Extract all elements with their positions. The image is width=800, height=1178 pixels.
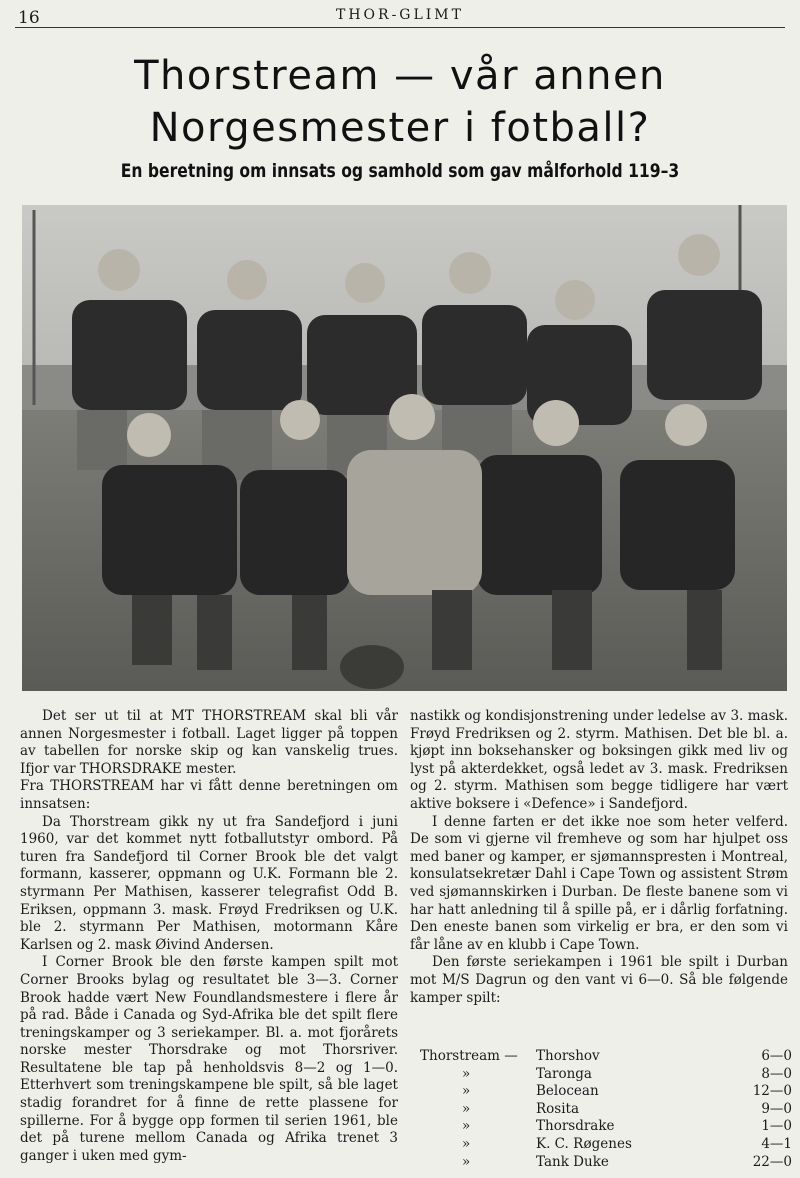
article-title [0, 50, 800, 154]
results-table [420, 1048, 792, 1171]
text-column-1 [20, 708, 398, 1165]
result-home: » [462, 1118, 471, 1135]
result-score: 9—0 [761, 1100, 792, 1117]
result-score: 8—0 [761, 1065, 792, 1082]
result-score: 12—0 [752, 1083, 792, 1100]
result-row [420, 1083, 792, 1101]
result-row [420, 1101, 792, 1119]
page-number: 16 [18, 8, 40, 28]
result-home: » [462, 1135, 471, 1152]
result-row [420, 1048, 792, 1066]
result-opponent: Thorsdrake [536, 1118, 615, 1135]
result-row [420, 1118, 792, 1136]
paragraph: I Corner Brook ble den første kampen spilt mot Corner Brooks bylag og resultatet ble 3—3. Corner Brook hadde vært New Foundlandsmestere i flere år på rad. Både i Canada og Syd-Afrika ble det spilt flere treningskamper og 3 seriekamper. Bl. a. mot fjorårets norske mester Thorsdrake og mot Thorsriver. Resultatene ble tap på henholdsvis 8—2 og 1—0. Etterhvert som treningskampene ble spilt, så ble laget stadig forandret for å finne de rette plassene for spillerne. For å bygge opp formen til serien 1961, ble det på turene mellom Canada og Afrika trenet 3 ganger i uken med gym- [20, 954, 398, 1164]
team-photo [22, 205, 787, 691]
result-home: Thorstream — [420, 1048, 518, 1064]
result-home: » [462, 1100, 471, 1117]
paragraph: Det ser ut til at MT THORSTREAM skal bli vår annen Norgesmester i fotball. Laget ligger på toppen av tabellen for norske skip og kan vanskelig trues. Ifjor var THORSDRAKE mester. [20, 708, 398, 777]
result-score: 1—0 [761, 1118, 792, 1135]
result-home: » [462, 1065, 471, 1082]
paragraph: Fra THORSTREAM har vi fått denne beretningen om innsatsen: [20, 778, 398, 812]
paragraph: Den første seriekampen i 1961 ble spilt i Durban mot M/S Dagrun og den vant vi 6—0. Så ble følgende kamper spilt: [410, 954, 788, 1006]
result-score: 4—1 [761, 1135, 792, 1152]
result-score: 6—0 [761, 1048, 792, 1064]
result-opponent: K. C. Røgenes [536, 1135, 632, 1152]
page-header [0, 0, 800, 30]
result-row [420, 1066, 792, 1084]
paragraph: nastikk og kondisjonstrening under ledelse av 3. mask. Frøyd Fredriksen og 2. styrm. Mathisen. Det ble bl. a. kjøpt inn boksehansker og boksingen gikk med liv og lyst på akterdekket, også ledet av 3. mask. Fredriksen og 2. styrm. Mathisen som begge tidligere har vært aktive boksere i «Defence» i Sandefjord. [410, 708, 788, 812]
paragraph: I denne farten er det ikke noe som heter velferd. De som vi gjerne vil fremheve og som har hjulpet oss med baner og kamper, er sjømannspresten i Montreal, konsulatsekretær Dahl i Cape Town og assistent Strøm ved sjømannskirken i Durban. De fleste banene som vi har hatt anledning til å spille på, er i dårlig forfatning. Den eneste banen som virkelig er bra, er den som vi får låne av en klubb i Cape Town. [410, 813, 788, 953]
result-opponent: Belocean [536, 1083, 599, 1100]
title-line-2: Norgesmester i fotball? [149, 105, 651, 151]
header-rule [15, 27, 785, 28]
result-home: » [462, 1153, 471, 1170]
article-subtitle: En beretning om innsats og samhold som gav målforhold 119–3 [120, 160, 680, 182]
magazine-name: THOR-GLIMT [336, 7, 464, 23]
result-opponent: Tank Duke [536, 1153, 609, 1170]
title-line-1: Thorstream — vår annen [134, 53, 666, 99]
text-column-2 [410, 708, 788, 1007]
result-opponent: Thorshov [536, 1048, 600, 1064]
paragraph: Da Thorstream gikk ny ut fra Sandefjord i juni 1960, var det kommet nytt fotballutstyr ombord. På turen fra Sandefjord til Corner Brook ble det valgt formann, kasserer, oppmann og U.K. Formann ble 2. styrmann Per Mathisen, kasserer telegrafist Odd B. Eriksen, oppmann 3. mask. Frøyd Fredriksen og U.K. ble 2. styrmann Per Mathisen, motormann Kåre Karlsen og 2. mask Øivind Andersen. [20, 813, 398, 953]
result-row [420, 1136, 792, 1154]
result-row [420, 1154, 792, 1172]
result-score: 22—0 [752, 1153, 792, 1170]
result-home: » [462, 1083, 471, 1100]
result-opponent: Rosita [536, 1100, 580, 1117]
result-opponent: Taronga [536, 1065, 592, 1082]
